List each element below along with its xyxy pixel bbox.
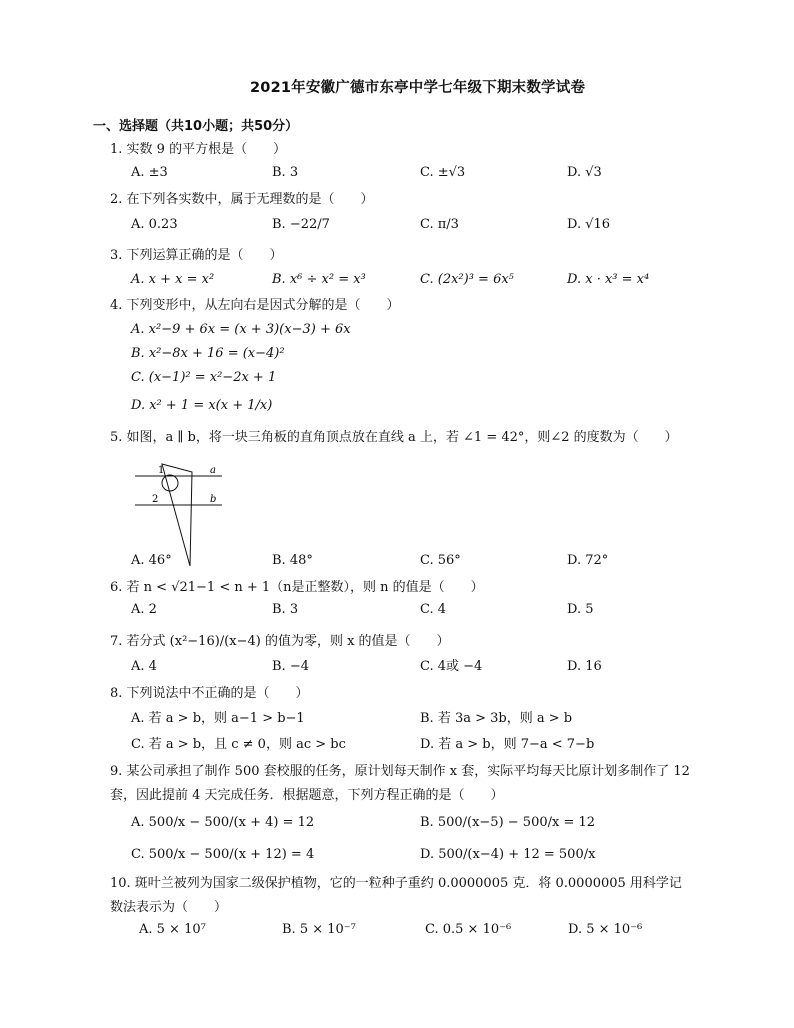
page-title: 2021年安徽广德市东亭中学七年级下期末数学试卷: [250, 80, 586, 96]
q2-option-d: D. √16: [567, 217, 611, 232]
question-6-stem: 6. 若 n < √21−1 < n + 1（n是正整数），则 n 的值是（ ）: [110, 580, 484, 595]
q6-option-a: A. 2: [131, 602, 157, 617]
angle-arc: [162, 475, 178, 491]
q1-option-a: A. ±3: [131, 165, 168, 180]
question-4-stem: 4. 下列变形中，从左向右是因式分解的是（ ）: [110, 298, 400, 313]
question-5-stem: 5. 如图，a ∥ b，将一块三角板的直角顶点放在直线 a 上，若 ∠1 = 42°，则∠2 的度数为（ ）: [110, 430, 678, 445]
q8-option-d: D. 若 a > b，则 7−a < 7−b: [420, 737, 595, 752]
q2-option-c: C. π/3: [420, 217, 459, 232]
q5-option-d: D. 72°: [567, 553, 609, 568]
q5-option-a: A. 46°: [131, 553, 172, 568]
q7-option-d: D. 16: [567, 659, 602, 674]
question-9-stem: 9. 某公司承担了制作 500 套校服的任务，原计划每天制作 x 套，实际平均每天比原计划多制作了 12 套，因此提前 4 天完成任务．根据题意，下列方程正确的是（ ）: [110, 764, 690, 803]
q1-option-c: C. ±√3: [420, 165, 466, 180]
q8-option-b: B. 若 3a > 3b，则 a > b: [420, 711, 573, 726]
question-8-stem: 8. 下列说法中不正确的是（ ）: [110, 686, 309, 701]
q10-option-b: B. 5 × 10⁻⁷: [282, 922, 356, 937]
q7-option-b: B. −4: [272, 659, 309, 674]
q6-option-c: C. 4: [420, 602, 447, 617]
question-10-stem: 10. 斑叶兰被列为国家二级保护植物，它的一粒种子重约 0.0000005 克．将 0.0000005 用科学记数法表示为（ ）: [110, 876, 682, 915]
q9-option-c: C. 500/x − 500/(x + 12) = 4: [131, 847, 315, 862]
question-7-stem: 7. 若分式 (x²−16)/(x−4) 的值为零，则 x 的值是（ ）: [110, 634, 450, 649]
q9-option-b: B. 500/(x−5) − 500/x = 12: [420, 815, 596, 830]
figure-label-2: 2: [152, 494, 159, 505]
q3-option-d: D. x · x³ = x⁴: [567, 272, 650, 287]
q4-option-c: C. (x−1)² = x²−2x + 1: [131, 370, 277, 385]
q3-option-b: B. x⁶ ÷ x² = x³: [272, 272, 366, 287]
q10-option-a: A. 5 × 10⁷: [139, 922, 206, 937]
q5-option-c: C. 56°: [420, 553, 461, 568]
q3-option-c: C. (2x²)³ = 6x⁵: [420, 272, 514, 287]
figure-label-b: b: [210, 494, 217, 505]
q9-option-a: A. 500/x − 500/(x + 4) = 12: [131, 815, 315, 830]
q10-option-c: C. 0.5 × 10⁻⁶: [425, 922, 512, 937]
q4-option-d: D. x² + 1 = x(x + 1/x): [131, 398, 273, 413]
q7-option-a: A. 4: [131, 659, 157, 674]
q8-option-a: A. 若 a > b，则 a−1 > b−1: [131, 711, 305, 726]
q3-option-a: A. x + x = x²: [131, 272, 215, 287]
question-1-stem: 1. 实数 9 的平方根是（ ）: [110, 142, 287, 157]
q10-option-d: D. 5 × 10⁻⁶: [568, 922, 643, 937]
q6-option-b: B. 3: [272, 602, 299, 617]
q4-option-b: B. x²−8x + 16 = (x−4)²: [131, 346, 285, 361]
parallel-lines-triangle-figure: [130, 458, 230, 568]
q1-option-b: B. 3: [272, 165, 299, 180]
q1-option-d: D. √3: [567, 165, 602, 180]
question-2-stem: 2. 在下列各实数中，属于无理数的是（ ）: [110, 192, 374, 207]
q2-option-a: A. 0.23: [131, 217, 178, 232]
q9-option-d: D. 500/(x−4) + 12 = 500/x: [420, 847, 596, 862]
figure-label-a: a: [210, 465, 216, 476]
q8-option-c: C. 若 a > b，且 c ≠ 0，则 ac > bc: [131, 737, 346, 752]
q6-option-d: D. 5: [567, 602, 594, 617]
q5-option-b: B. 48°: [272, 553, 313, 568]
q2-option-b: B. −22/7: [272, 217, 330, 232]
section-heading: 一、选择题（共10小题；共50分）: [93, 119, 299, 134]
question-3-stem: 3. 下列运算正确的是（ ）: [110, 248, 283, 263]
q7-option-c: C. 4或 −4: [420, 659, 483, 674]
figure-label-1: 1: [158, 465, 165, 476]
q4-option-a: A. x²−9 + 6x = (x + 3)(x−3) + 6x: [131, 322, 351, 337]
